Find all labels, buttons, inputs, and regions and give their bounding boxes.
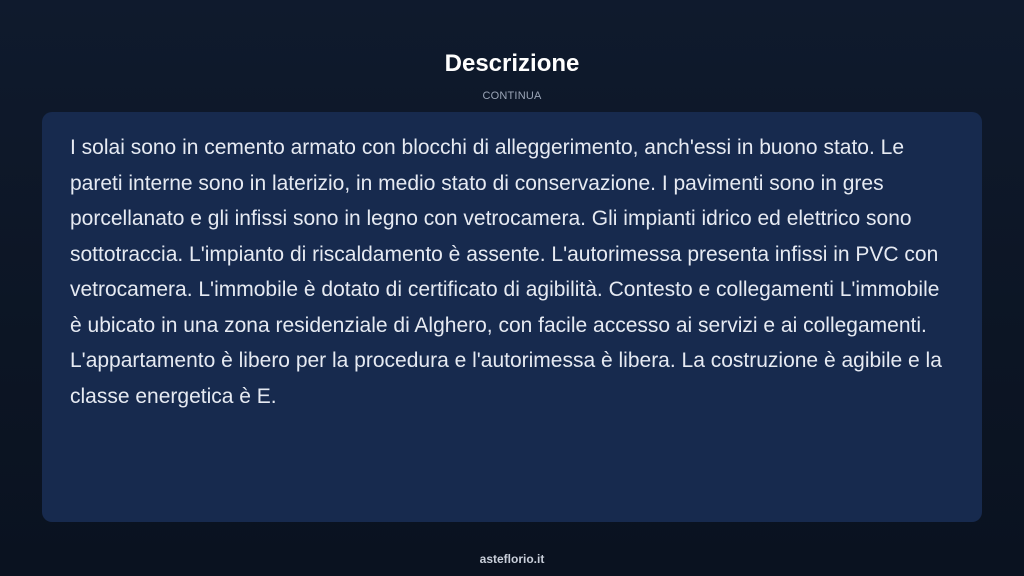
description-text: I solai sono in cemento armato con blocchi di alleggerimento, anch'essi in buono stato. Le pareti interne sono in laterizio, in medio stato di conservazione. I pavimenti sono in gres porcellanato e gli infissi sono in legno con vetrocamera. Gli impianti idrico ed elettrico sono sottotraccia. L'impianto di riscaldamento è assente. L'autorimessa presenta infissi in PVC con vetrocamera. L'immobile è dotato di certificato di agibilità. Contesto e collegamenti L'immobile è ubicato in una zona residenziale di Alghero, con facile accesso ai servizi e ai collegamenti. L'appartamento è libero per la procedura e l'autorimessa è libera. La costruzione è agibile e la classe energetica è E.	[70, 136, 942, 408]
page-subtitle: CONTINUA	[482, 90, 542, 102]
description-card	[42, 112, 982, 522]
page-title: Descrizione	[444, 50, 580, 77]
footer	[0, 543, 1024, 576]
footer-brand: asteflorio.it	[479, 552, 545, 566]
